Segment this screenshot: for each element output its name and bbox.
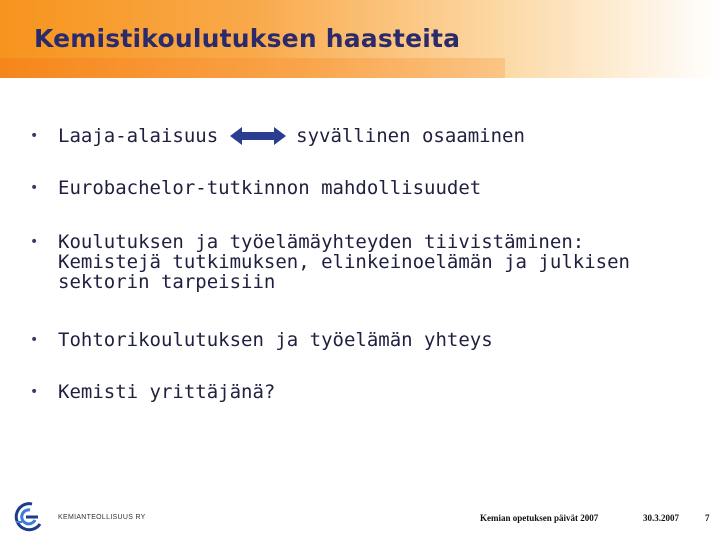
bullet-text: Eurobachelor-tutkinnon mahdollisuudet xyxy=(58,177,482,199)
bullet-dot: • xyxy=(30,384,39,400)
bullet-dot: • xyxy=(30,180,39,196)
company-logo xyxy=(12,500,46,534)
bullet-item xyxy=(30,178,481,198)
bullet-dot: • xyxy=(30,128,39,144)
page-number: 7 xyxy=(705,513,710,523)
footer-event: Kemian opetuksen päivät 2007 xyxy=(480,513,599,523)
bullet-item xyxy=(30,232,630,292)
bullet-text-left: Laaja-alaisuus xyxy=(58,125,219,147)
bullet-text-right: syvällinen osaaminen xyxy=(296,125,525,147)
bullet-item xyxy=(30,382,275,402)
double-arrow-icon xyxy=(230,126,286,146)
bullet-dot: • xyxy=(30,234,39,250)
bullet-text: Tohtorikoulutuksen ja työelämän yhteys xyxy=(58,329,493,351)
footer-date: 30.3.2007 xyxy=(643,513,679,523)
bullet-item xyxy=(30,330,493,350)
slide-title: Kemistikoulutuksen haasteita xyxy=(34,24,461,53)
bullet-dot: • xyxy=(30,332,39,348)
bullet-text: Kemisti yrittäjänä? xyxy=(58,381,276,403)
logo-text: KEMIANTEOLLISUUS RY xyxy=(58,514,146,521)
bullet-text: Koulutuksen ja työelämäyhteyden tiivistäminen: Kemistejä tutkimuksen, elinkeinoelämän ja julkisen sektorin tarpeisiin xyxy=(58,231,630,293)
bullet-item xyxy=(30,126,525,146)
title-underline-strip xyxy=(0,58,505,78)
